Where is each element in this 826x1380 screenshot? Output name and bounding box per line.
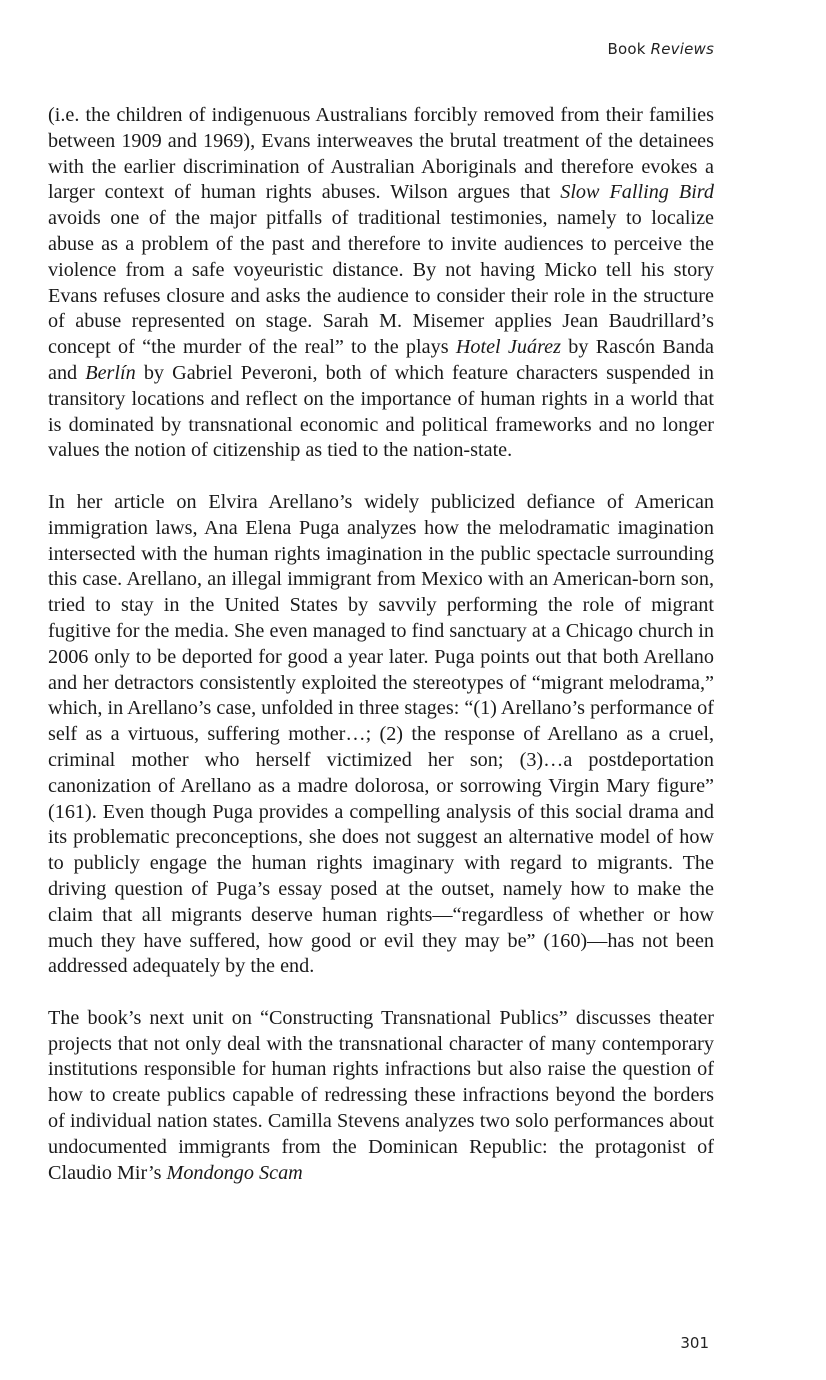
running-head-section: Book [607, 40, 651, 58]
paragraph-3 [48, 1006, 714, 1187]
body-text [48, 103, 714, 1186]
play-title: Hotel Juárez [455, 336, 561, 359]
text-run: by Gabriel Peveroni, both of which feature characters suspended in transitory locations and reflect on the importance of human rights in a world that is dominated by transnational economic and political frameworks and no longer values the notion of citizenship as tied to the nation-state. [48, 361, 714, 462]
text-run: The book’s next unit on “Constructing Transnational Publics” discusses theater projects that not only deal with the transnational character of many contemporary institutions responsible for human rights infractions but also raise the question of how to create publics capable of redressing these infractions beyond the borders of individual nation states. Camilla Stevens analyzes two solo performances about undocumented immigrants from the Dominican Republic: the protagonist of Claudio Mir’s [48, 1006, 714, 1184]
play-title: Berlín [85, 361, 136, 384]
text-run: avoids one of the major pitfalls of traditional testimonies, namely to localize abuse as a problem of the past and therefore to invite audiences to perceive the violence from a safe voyeuristic distance. By not having Micko tell his story Evans refuses closure and asks the audience to consider their role in the structure of abuse represented on stage. Sarah M. Misemer applies Jean Baudrillard’s concept of “the murder of the real” to the plays [48, 207, 714, 359]
text-run: by Rascón Banda and [48, 336, 714, 384]
running-head-section-italic: Reviews [650, 40, 714, 58]
running-head [607, 40, 714, 58]
book-title: Slow Falling Bird [560, 181, 715, 204]
paragraph-2 [48, 490, 714, 980]
paragraph-1 [48, 103, 714, 464]
text-run: (i.e. the children of indigenuous Australians forcibly removed from their families between 1909 and 1969), Evans interweaves the brutal treatment of the detainees with the earlier discrimination of Australian Aboriginals and therefore evokes a larger context of human rights abuses. Wilson argues that [48, 104, 714, 204]
text-run: In her article on Elvira Arellano’s widely publicized defiance of American immigration laws, Ana Elena Puga analyzes how the melodramatic imagination intersected with the human rights imagination in the public spectacle surrounding this case. Arellano, an illegal immigrant from Mexico with an American-born son, tried to stay in the United States by savvily performing the role of migrant fugitive for the media. She even managed to find sanctuary at a Chicago church in 2006 only to be deported for good a year later. Puga points out that both Arellano and her detractors consistently exploited the stereotypes of “migrant melodrama,” which, in Arellano’s case, unfolded in three stages: “(1) Arellano’s performance of self as a virtuous, suffering mother…; (2) the response of Arellano as a cruel, criminal mother who herself victimized her son; (3)…a postdeportation canonization of Arellano as a madre dolorosa, or sorrowing Virgin Mary figure” (161). Even though Puga provides a compelling analysis of this social drama and its problematic preconceptions, she does not suggest an alternative model of how to publicly engage the human rights imaginary with regard to migrants. The driving question of Puga’s essay posed at the outset, namely how to make the claim that all migrants deserve human rights—“regardless of whether or how much they have suffered, how good or evil they may be” (160)—has not been addressed adequately by the end. [48, 490, 714, 978]
play-title: Mondongo Scam [166, 1161, 303, 1184]
page-number: 301 [680, 1334, 709, 1352]
